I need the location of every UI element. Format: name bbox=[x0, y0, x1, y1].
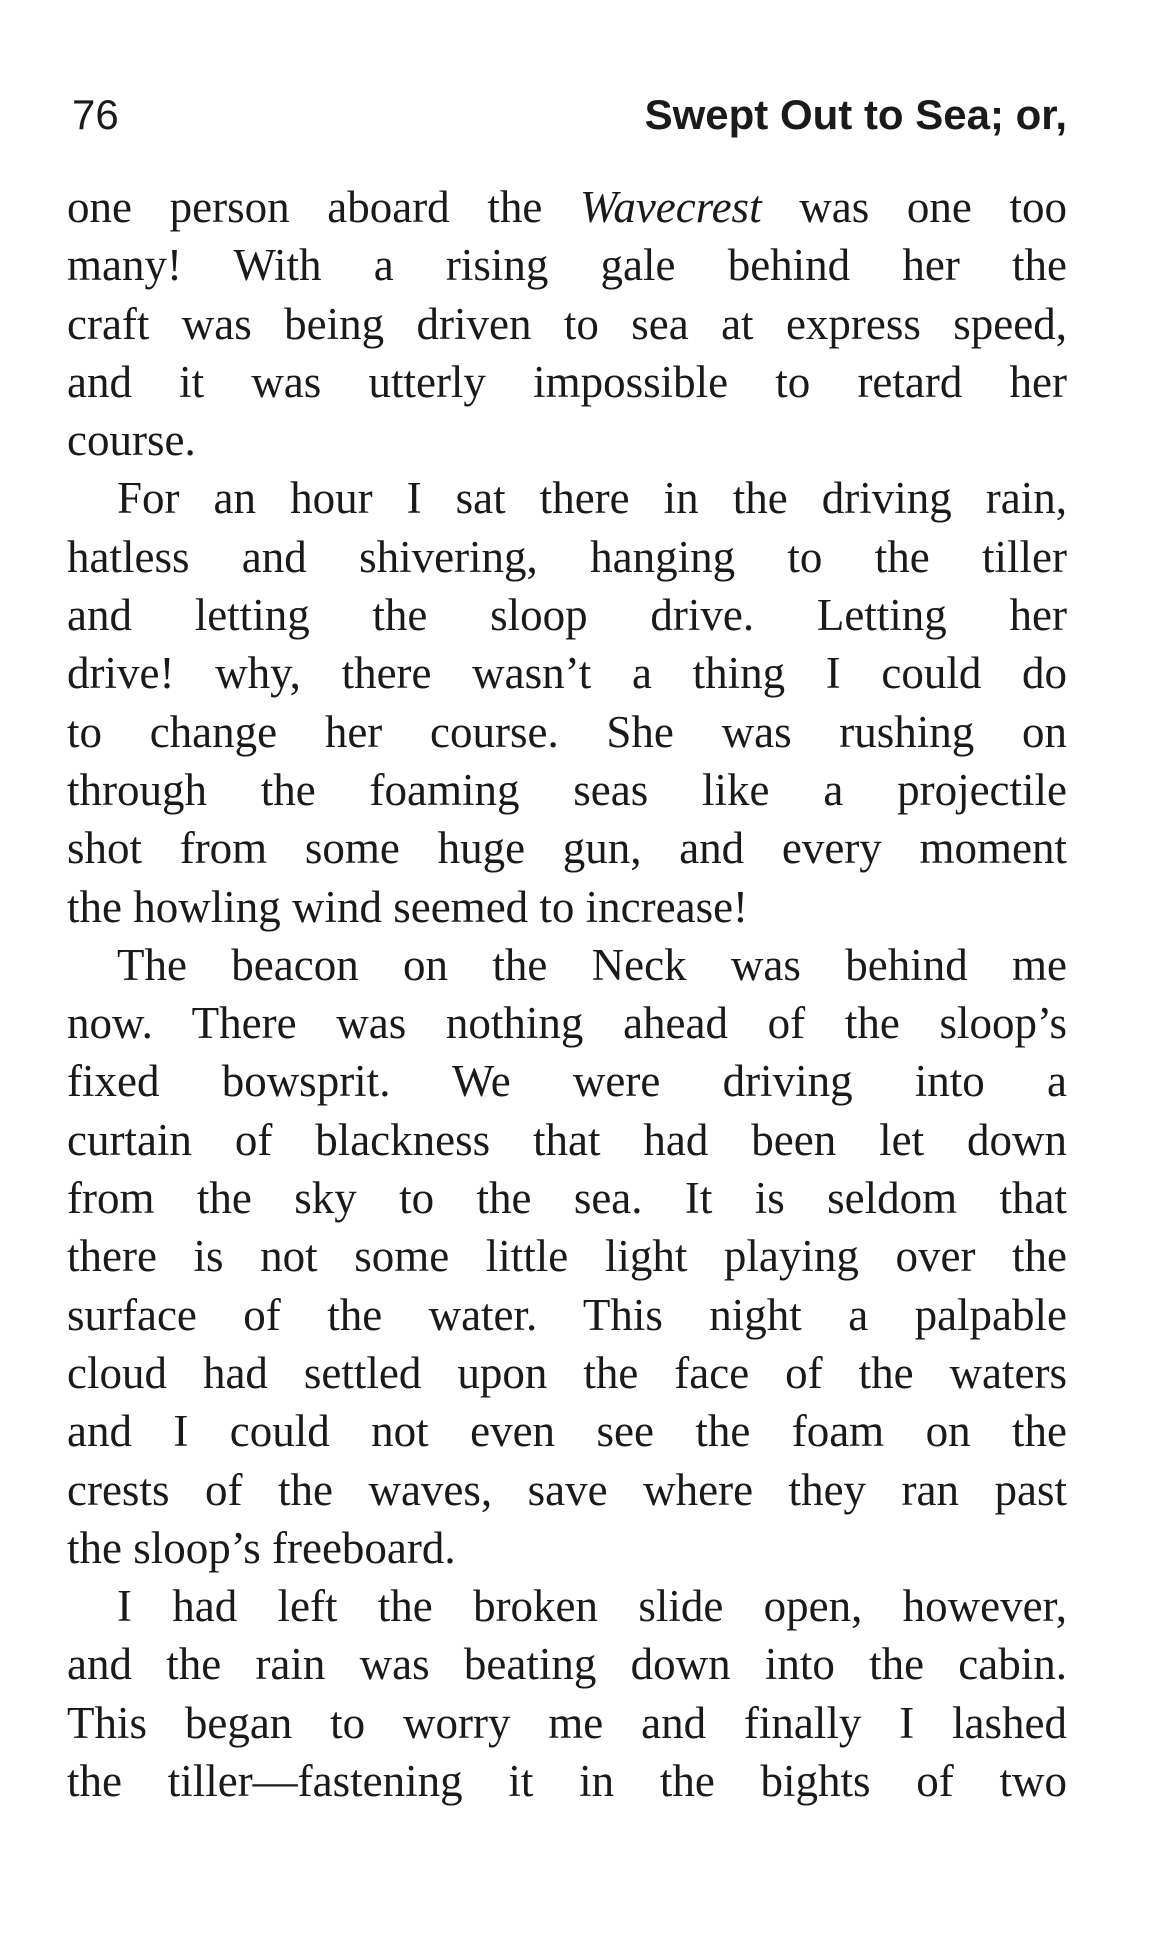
text-line: fixed bowsprit. We were driving into a bbox=[67, 1056, 1067, 1107]
text-line: and I could not even see the foam on the bbox=[67, 1406, 1067, 1457]
text-line: hatless and shivering, hanging to the tiller bbox=[67, 531, 1067, 582]
paragraph-1 bbox=[67, 178, 1067, 469]
text-line: drive! why, there wasn’t a thing I could do bbox=[67, 648, 1067, 699]
text-line: the howling wind seemed to increase! bbox=[67, 881, 749, 932]
text-line: one person aboard the Wavecrest was one too bbox=[67, 182, 1067, 232]
text-line: and the rain was beating down into the cabin. bbox=[67, 1639, 1067, 1690]
running-head: Swept Out to Sea; or, bbox=[644, 91, 1067, 138]
paragraph-3 bbox=[67, 936, 1067, 1577]
page-header bbox=[72, 80, 1067, 150]
text-line: surface of the water. This night a palpable bbox=[67, 1289, 1067, 1340]
text-line: many! With a rising gale behind her the bbox=[67, 240, 1067, 291]
ship-name-wavecrest: Wavecrest bbox=[579, 182, 762, 232]
text-line: through the foaming seas like a projectile bbox=[67, 764, 1067, 815]
text-line: and letting the sloop drive. Letting her bbox=[67, 590, 1067, 641]
body-text bbox=[67, 178, 1067, 1810]
text-line: the tiller—fastening it in the bights of two bbox=[67, 1756, 1067, 1807]
text-line: to change her course. She was rushing on bbox=[67, 706, 1067, 757]
text-line: course. bbox=[67, 415, 196, 466]
paragraph-2 bbox=[67, 469, 1067, 935]
text-line: and it was utterly impossible to retard her bbox=[67, 356, 1067, 407]
text-line: there is not some little light playing over the bbox=[67, 1231, 1067, 1282]
paragraph-4 bbox=[67, 1577, 1067, 1810]
text-line: curtain of blackness that had been let down bbox=[67, 1114, 1067, 1165]
text-line: This began to worry me and finally I lashed bbox=[67, 1697, 1067, 1748]
text-line: For an hour I sat there in the driving rain, bbox=[117, 473, 1067, 524]
text-line: from the sky to the sea. It is seldom that bbox=[67, 1173, 1067, 1224]
text-line: now. There was nothing ahead of the sloop’s bbox=[67, 998, 1067, 1049]
text-line: The beacon on the Neck was behind me bbox=[117, 939, 1067, 990]
text-line: craft was being driven to sea at express speed, bbox=[67, 298, 1067, 349]
text-line: shot from some huge gun, and every moment bbox=[67, 823, 1067, 874]
text-line: I had left the broken slide open, however, bbox=[117, 1581, 1067, 1632]
text-line: crests of the waves, save where they ran past bbox=[67, 1464, 1067, 1515]
text-line: the sloop’s freeboard. bbox=[67, 1522, 456, 1573]
text-line: cloud had settled upon the face of the waters bbox=[67, 1347, 1067, 1398]
page-number: 76 bbox=[72, 91, 119, 138]
